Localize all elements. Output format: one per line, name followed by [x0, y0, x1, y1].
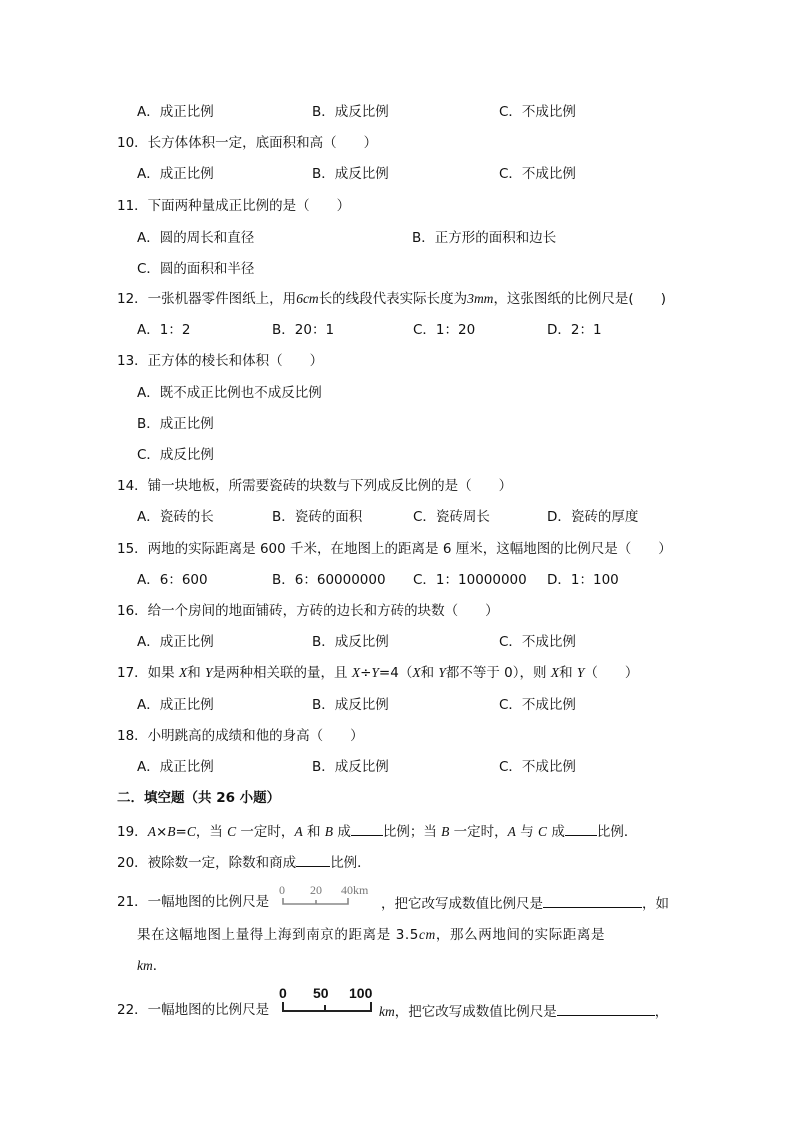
q10-stem: 10．长方体体积一定，底面积和高（ ）	[117, 135, 378, 151]
q14-option-c: C．瓷砖周长	[413, 509, 490, 525]
q11-option-c: C．圆的面积和半径	[137, 261, 255, 277]
q9-option-a: A．成正比例	[137, 104, 214, 120]
q15-option-d: D．1：100	[547, 572, 619, 588]
answer-blank[interactable]	[296, 852, 330, 867]
q21-scale-label-40km: 40km	[341, 883, 369, 897]
q21-scale-label-0: 0	[279, 883, 285, 897]
q18-stem: 18．小明跳高的成绩和他的身高（ ）	[117, 728, 364, 744]
q17-option-c: C．不成比例	[499, 697, 576, 713]
q22-scale-bar	[283, 1002, 371, 1011]
answer-blank[interactable]	[351, 821, 383, 836]
q16-option-c: C．不成比例	[499, 634, 576, 650]
answer-blank[interactable]	[543, 893, 642, 908]
q15-option-b: B．6：60000000	[272, 572, 386, 588]
q22-line-scale	[276, 983, 376, 1015]
q22-scale-label-100: 100	[349, 985, 373, 1001]
q17-stem: 17．如果 X和 Y是两种相关联的量，且 X÷Y=4（X和 Y都不等于 0），则 X和 Y（ ）	[117, 665, 639, 681]
q9-option-b: B．成反比例	[312, 104, 389, 120]
q21-scale-bar	[283, 898, 348, 904]
q21-scale-label-20: 20	[310, 883, 322, 897]
q9-option-c: C．不成比例	[499, 104, 576, 120]
q22-scale-label-0: 0	[279, 985, 287, 1001]
q13-stem: 13．正方体的棱长和体积（ ）	[117, 353, 324, 369]
q19-stem: 19．A×B=C，当 C 一定时，A 和 B 成 比例；当 B 一定时，A 与 C 成 比例．	[117, 821, 637, 841]
q21-stem-line3: km．	[137, 958, 167, 974]
q12-option-d: D．2：1	[547, 322, 602, 338]
q10-option-a: A．成正比例	[137, 166, 214, 182]
q12-option-b: B．20：1	[272, 322, 335, 338]
q15-option-c: C．1：10000000	[413, 572, 527, 588]
q17-option-b: B．成反比例	[312, 697, 389, 713]
q16-option-b: B．成反比例	[312, 634, 389, 650]
q10-option-c: C．不成比例	[499, 166, 576, 182]
q15-option-a: A．6：600	[137, 572, 208, 588]
q22-stem-part1: 22．一幅地图的比例尺是	[117, 1002, 270, 1018]
q22-stem-part2: km，把它改写成数值比例尺是 ，	[379, 1001, 668, 1021]
q21-stem-part2: ，把它改写成数值比例尺是 ，如	[381, 893, 669, 913]
q16-option-a: A．成正比例	[137, 634, 214, 650]
q11-option-a: A．圆的周长和直径	[137, 230, 255, 246]
q18-option-b: B．成反比例	[312, 759, 389, 775]
q14-option-b: B．瓷砖的面积	[272, 509, 363, 525]
q12-stem: 12．一张机器零件图纸上，用6cm长的线段代表实际长度为3mm，这张图纸的比例尺是( )	[117, 291, 666, 307]
q20-stem: 20．被除数一定，除数和商成 比例．	[117, 852, 371, 872]
q12-option-c: C．1：20	[413, 322, 476, 338]
q16-stem: 16．给一个房间的地面铺砖，方砖的边长和方砖的块数（ ）	[117, 603, 499, 619]
q21-stem-part1: 21．一幅地图的比例尺是	[117, 894, 270, 910]
q21-line-scale	[276, 882, 378, 910]
q15-stem: 15．两地的实际距离是 600 千米，在地图上的距离是 6 厘米，这幅地图的比例尺是（ ）	[117, 541, 672, 557]
q11-stem: 11．下面两种量成正比例的是（ ）	[117, 198, 351, 214]
q18-option-a: A．成正比例	[137, 759, 214, 775]
q17-option-a: A．成正比例	[137, 697, 214, 713]
q13-option-c: C．成反比例	[137, 447, 214, 463]
q21-stem-line2: 果在这幅地图上量得上海到南京的距离是 3.5cm，那么两地间的实际距离是	[137, 927, 606, 943]
q10-option-b: B．成反比例	[312, 166, 389, 182]
q11-option-b: B．正方形的面积和边长	[412, 230, 557, 246]
answer-blank[interactable]	[557, 1001, 655, 1016]
section-heading: 二．填空题（共 26 小题）	[117, 790, 281, 806]
q12-option-a: A．1：2	[137, 322, 191, 338]
q13-option-a: A．既不成正比例也不成反比例	[137, 385, 322, 401]
q13-option-b: B．成正比例	[137, 416, 214, 432]
q14-option-a: A．瓷砖的长	[137, 509, 214, 525]
q14-stem: 14．铺一块地板，所需要瓷砖的块数与下列成反比例的是（ ）	[117, 478, 513, 494]
q14-option-d: D．瓷砖的厚度	[547, 509, 639, 525]
answer-blank[interactable]	[565, 821, 597, 836]
q18-option-c: C．不成比例	[499, 759, 576, 775]
q22-scale-label-50: 50	[313, 985, 329, 1001]
